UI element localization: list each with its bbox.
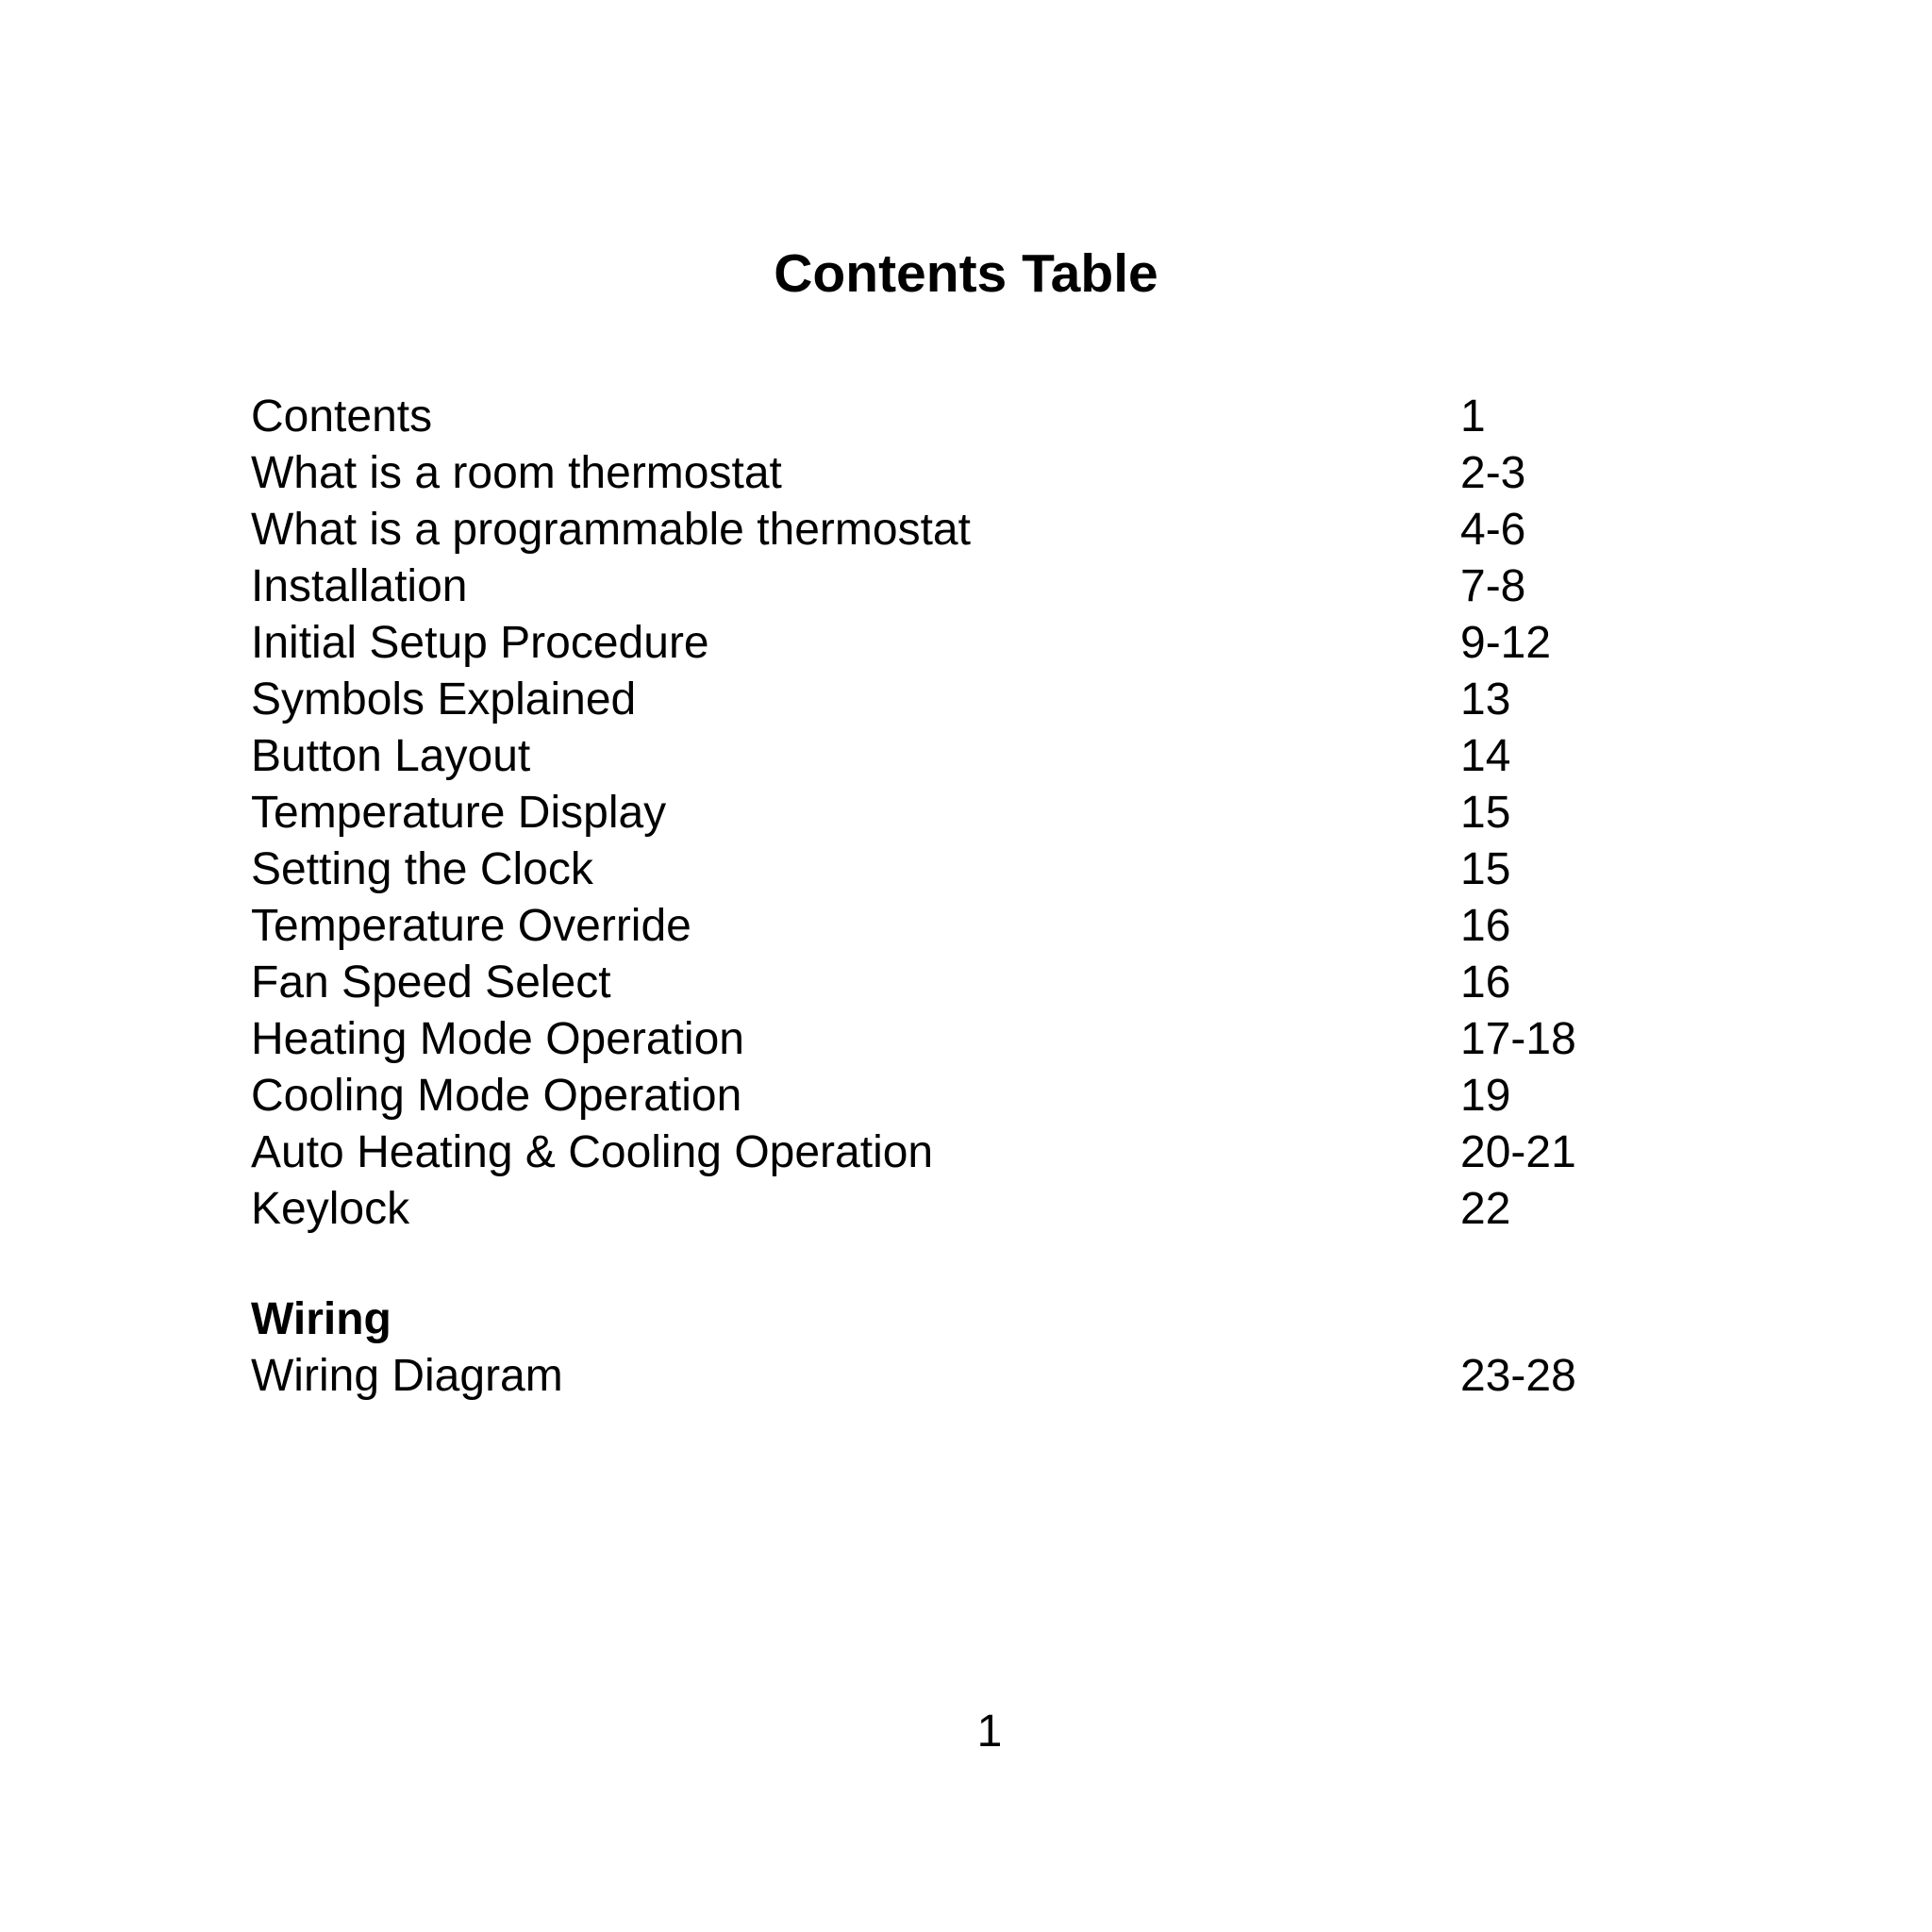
toc-entry-label: Heating Mode Operation: [251, 1014, 744, 1064]
toc-entry-pages: 2-3: [1460, 448, 1526, 498]
toc-entry-label: What is a programmable thermostat: [251, 505, 971, 555]
wiring-section: [251, 1291, 1666, 1405]
toc-entry: [251, 841, 1666, 898]
toc-entry: [251, 502, 1666, 558]
toc-entry-label: Cooling Mode Operation: [251, 1071, 742, 1121]
toc-entry-pages: 9-12: [1460, 618, 1552, 668]
toc-entry-pages: 22: [1460, 1184, 1511, 1234]
toc-entry: [251, 1124, 1666, 1181]
toc-entry: [251, 1011, 1666, 1068]
toc-entry-label: Keylock: [251, 1184, 410, 1234]
toc-entry-pages: 1: [1460, 391, 1486, 441]
toc-entry-label: Initial Setup Procedure: [251, 618, 709, 668]
toc-entry: [251, 672, 1666, 728]
toc-entry-pages: 16: [1460, 958, 1511, 1008]
toc-entry: [251, 389, 1666, 445]
toc-entry-pages: 19: [1460, 1071, 1511, 1121]
toc-entry-pages: 13: [1460, 675, 1511, 724]
toc-entry-label: Temperature Override: [251, 901, 691, 951]
toc-entry: [251, 445, 1666, 502]
toc-entry-pages: 4-6: [1460, 505, 1526, 555]
toc-entry-pages: 15: [1460, 844, 1511, 894]
toc-entry-label: Button Layout: [251, 731, 531, 781]
toc-entry-label: Symbols Explained: [251, 675, 637, 724]
toc-entry: [251, 785, 1666, 841]
toc-list: [251, 389, 1666, 1238]
toc-entry: [251, 1348, 1666, 1405]
toc-entry-pages: 16: [1460, 901, 1511, 951]
toc-entry-pages: 15: [1460, 788, 1511, 838]
toc-entry: [251, 1068, 1666, 1124]
toc-entry-label: What is a room thermostat: [251, 448, 782, 498]
toc-entry: [251, 1181, 1666, 1238]
toc-entry-label: Setting the Clock: [251, 844, 593, 894]
toc-entry-pages: 23-28: [1460, 1351, 1576, 1401]
page-title: Contents Table: [774, 243, 1158, 304]
toc-entry: [251, 728, 1666, 785]
toc-entry: [251, 898, 1666, 955]
page-number: 1: [976, 1707, 1003, 1757]
toc-entry-pages: 20-21: [1460, 1127, 1576, 1177]
toc-entry: [251, 615, 1666, 672]
toc-entry-pages: 17-18: [1460, 1014, 1576, 1064]
toc-entry-pages: 7-8: [1460, 561, 1526, 611]
toc-entry-label: Temperature Display: [251, 788, 667, 838]
toc-entry: [251, 955, 1666, 1011]
toc-entry-label: Contents: [251, 391, 433, 441]
toc-entry-label: Auto Heating & Cooling Operation: [251, 1127, 934, 1177]
section-heading-wiring: Wiring: [251, 1294, 391, 1344]
toc-entry: [251, 558, 1666, 615]
toc-entry-label: Fan Speed Select: [251, 958, 611, 1008]
toc-entry-label: Installation: [251, 561, 468, 611]
toc-entry-label: Wiring Diagram: [251, 1351, 563, 1401]
toc-entry-pages: 14: [1460, 731, 1511, 781]
